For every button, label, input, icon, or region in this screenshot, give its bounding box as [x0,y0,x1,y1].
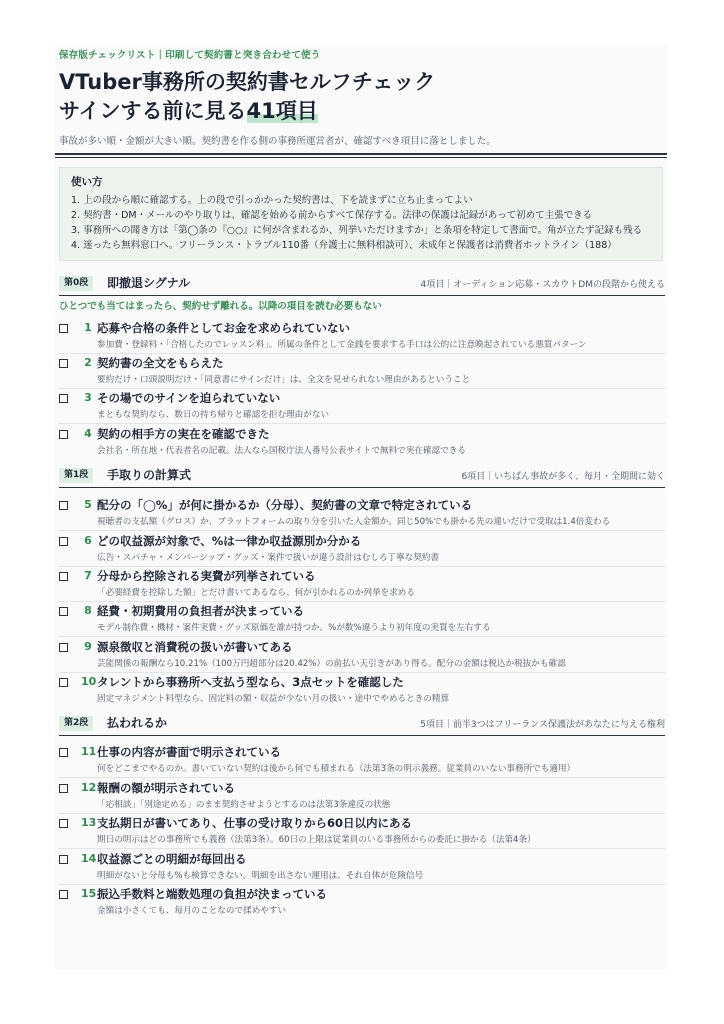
header-divider-thin [55,157,667,158]
checklist-item[interactable] [59,850,665,885]
usage-item: 2. 契約書・DM・メールのやり取りは、確認を始める前からすべて保存する。法律の保護は記録があって初めて主張できる [71,210,593,221]
checkbox[interactable] [59,537,68,546]
item-divider [59,777,665,778]
title-line-1: VTuber事務所の契約書セルフチェック [59,70,436,94]
item-number: 14 [81,852,97,865]
usage-heading: 使い方 [71,176,103,188]
item-number: 12 [81,781,97,794]
item-title: どの収益源が対象で、%は一律か収益源別か分かる [97,534,362,548]
section-meta: 4項目｜オーディション応募・スカウトDMの段階から使える [420,280,665,290]
item-description: 視聴者の支払額（グロス）か、プラットフォームの取り分を引いた入金額か。同じ50%でも掛かる先の違いだけで受取は1.4倍変わる [97,517,611,527]
usage-item: 3. 事務所への聞き方は「第◯条の『○○』に何が含まれるか、列挙いただけますか」と条項を特定して書面で。角が立たず記録も残る [71,225,643,236]
checklist-item[interactable] [59,567,665,602]
checklist-item[interactable] [59,743,665,778]
checklist-item[interactable] [59,496,665,531]
usage-item: 1. 上の段から順に確認する。上の段で引っかかった契約書は、下を読まずに立ち止まってよい [71,195,473,206]
section-title: 即撤退シグナル [107,276,191,290]
page-title [59,68,435,126]
item-description: 「応相談」「別途定める」のまま契約させようとするのは法第3条違反の状態 [97,800,391,810]
item-number: 10 [81,675,97,688]
item-description: 「必要経費を控除した額」とだけ書いてあるなら、何が引かれるのか列挙を求める [97,588,415,598]
item-number: 2 [84,356,92,369]
item-number: 13 [81,816,97,829]
checkbox[interactable] [59,607,68,616]
item-number: 3 [84,391,92,404]
item-title: 契約の相手方の実在を確認できた [97,427,270,441]
checklist-item[interactable] [59,425,665,460]
checkbox[interactable] [59,501,68,510]
item-number: 1 [84,321,92,334]
item-description: 芸能関係の報酬なら10.21%（100万円超部分は20.42%）の前払い天引きがあり得る。配分の金額は税込か税抜かも確認 [97,659,566,669]
item-number: 6 [84,534,92,547]
item-title: タレントから事務所へ支払う型なら、3点セットを確認した [97,675,404,689]
item-description: 金額は小さくても、毎月のことなので揉めやすい [97,906,287,916]
item-description: 何をどこまでやるのか。書いていない契約は後から何でも積まれる（法第3条の明示義務。従業員のいない事務所でも適用） [97,764,576,774]
item-description: 広告・スパチャ・メンバーシップ・グッズ・案件で扱いが違う設計はむしろ丁寧な契約書 [97,553,440,563]
section-header-1 [59,465,665,487]
checkbox[interactable] [59,819,68,828]
item-description: モデル制作費・機材・案件実費・グッズ原価を誰が持つか。%が数%違うより初年度の実質を左右する [97,623,491,633]
item-number: 8 [84,604,92,617]
kicker: 保存版チェックリスト｜印刷して契約書と突き合わせて使う [59,50,321,61]
section-tag: 第0段 [59,276,93,291]
item-description: まともな契約なら、数日の持ち帰りと確認を拒む理由がない [97,410,330,420]
checklist-item[interactable] [59,389,665,424]
section-divider [59,295,665,296]
checklist-item[interactable] [59,779,665,814]
header-divider [55,153,667,155]
checklist-item[interactable] [59,814,665,849]
item-description: 要約だけ・口頭説明だけ・「同意書にサインだけ」は、全文を見せられない理由があるということ [97,375,471,385]
checklist-item[interactable] [59,885,665,920]
checkbox[interactable] [59,430,68,439]
section-meta: 6項目｜いちばん事故が多く、毎月・全期間に効く [461,472,665,482]
checkbox[interactable] [59,359,68,368]
title-line-2 [59,97,435,126]
item-number: 11 [81,745,97,758]
item-number: 4 [84,427,92,440]
checkbox[interactable] [59,394,68,403]
title-line-2-text: サインする前に見る [59,99,247,123]
section-header-0 [59,273,665,295]
item-title: 応募や合格の条件としてお金を求められていない [97,321,350,335]
item-description: 会社名・所在地・代表者名の記載。法人なら国税庁法人番号公表サイトで無料で実在確認できる [97,446,466,456]
item-title: その場でのサインを迫られていない [97,391,281,405]
section-tag: 第2段 [59,716,93,731]
section-divider [59,487,665,488]
item-title: 源泉徴収と消費税の扱いが書いてある [97,640,293,654]
section-title: 手取りの計算式 [107,468,192,482]
item-divider [59,636,665,637]
item-title: 分母から控除される実費が列挙されている [97,569,316,583]
checkbox[interactable] [59,572,68,581]
usage-item: 4. 迷ったら無料窓口へ。フリーランス・トラブル110番（弁護士に無料相談可）、未成年と保護者は消費者ホットライン（188） [71,240,617,251]
checkbox[interactable] [59,748,68,757]
item-title: 配分の「◯%」が何に掛かるか（分母）、契約書の文章で特定されている [97,498,473,512]
usage-list [71,193,642,253]
subtitle: 事故が多い順・金額が大きい順。契約書を作る側の事務所運営者が、確認すべき項目に落としました。 [59,136,496,147]
item-title: 支払期日が書いてあり、仕事の受け取りから60日以内にある [97,816,413,830]
checkbox[interactable] [59,643,68,652]
item-title: 契約書の全文をもらえた [97,356,224,370]
checklist-item[interactable] [59,354,665,389]
section-header-2 [59,713,665,735]
checklist-item[interactable] [59,602,665,637]
item-description: 固定マネジメント料型なら、固定料の額・収益が少ない月の扱い・途中でやめるときの精算 [97,694,450,704]
item-number: 7 [84,569,92,582]
item-title: 経費・初期費用の負担者が決まっている [97,604,304,618]
section-divider [59,735,665,736]
checkbox[interactable] [59,890,68,899]
checkbox[interactable] [59,678,68,687]
usage-box [59,167,663,261]
item-title: 収益源ごとの明細が毎回出る [97,852,247,866]
item-title: 報酬の額が明示されている [97,781,235,795]
item-number: 5 [84,498,92,511]
item-title: 振込手数料と端数処理の負担が決まっている [97,887,327,901]
item-description: 期日の明示はどの事務所でも義務（法第3条）。60日の上限は従業員のいる事務所からの委託に掛かる（法第4条） [97,835,536,845]
section-title: 払われるか [107,716,168,730]
checkbox[interactable] [59,324,68,333]
section-tag: 第1段 [59,468,93,483]
checkbox[interactable] [59,784,68,793]
checklist-item[interactable] [59,319,665,354]
checklist-item[interactable] [59,673,665,708]
checkbox[interactable] [59,855,68,864]
title-highlight: 41項目 [246,99,318,123]
item-description: 明細がないと分母も%も検算できない。明細を出さない運用は、それ自体が危険信号 [97,871,424,881]
section-meta: 5項目｜前半3つはフリーランス保護法があなたに与える権利 [420,720,665,730]
item-number: 9 [84,640,92,653]
item-number: 15 [81,887,97,900]
item-description: 参加費・登録料・「合格したのでレッスン料」。所属の条件として金銭を要求する手口は公的に注意喚起されている悪質パターン [97,340,587,350]
item-divider [59,423,665,424]
checklist-item[interactable] [59,638,665,673]
item-divider [59,848,665,849]
section-warning: ひとつでも当てはまったら、契約せず離れる。以降の項目を読む必要もない [59,301,382,312]
item-title: 仕事の内容が書面で明示されている [97,745,281,759]
checklist-item[interactable] [59,532,665,567]
item-divider [59,530,665,531]
